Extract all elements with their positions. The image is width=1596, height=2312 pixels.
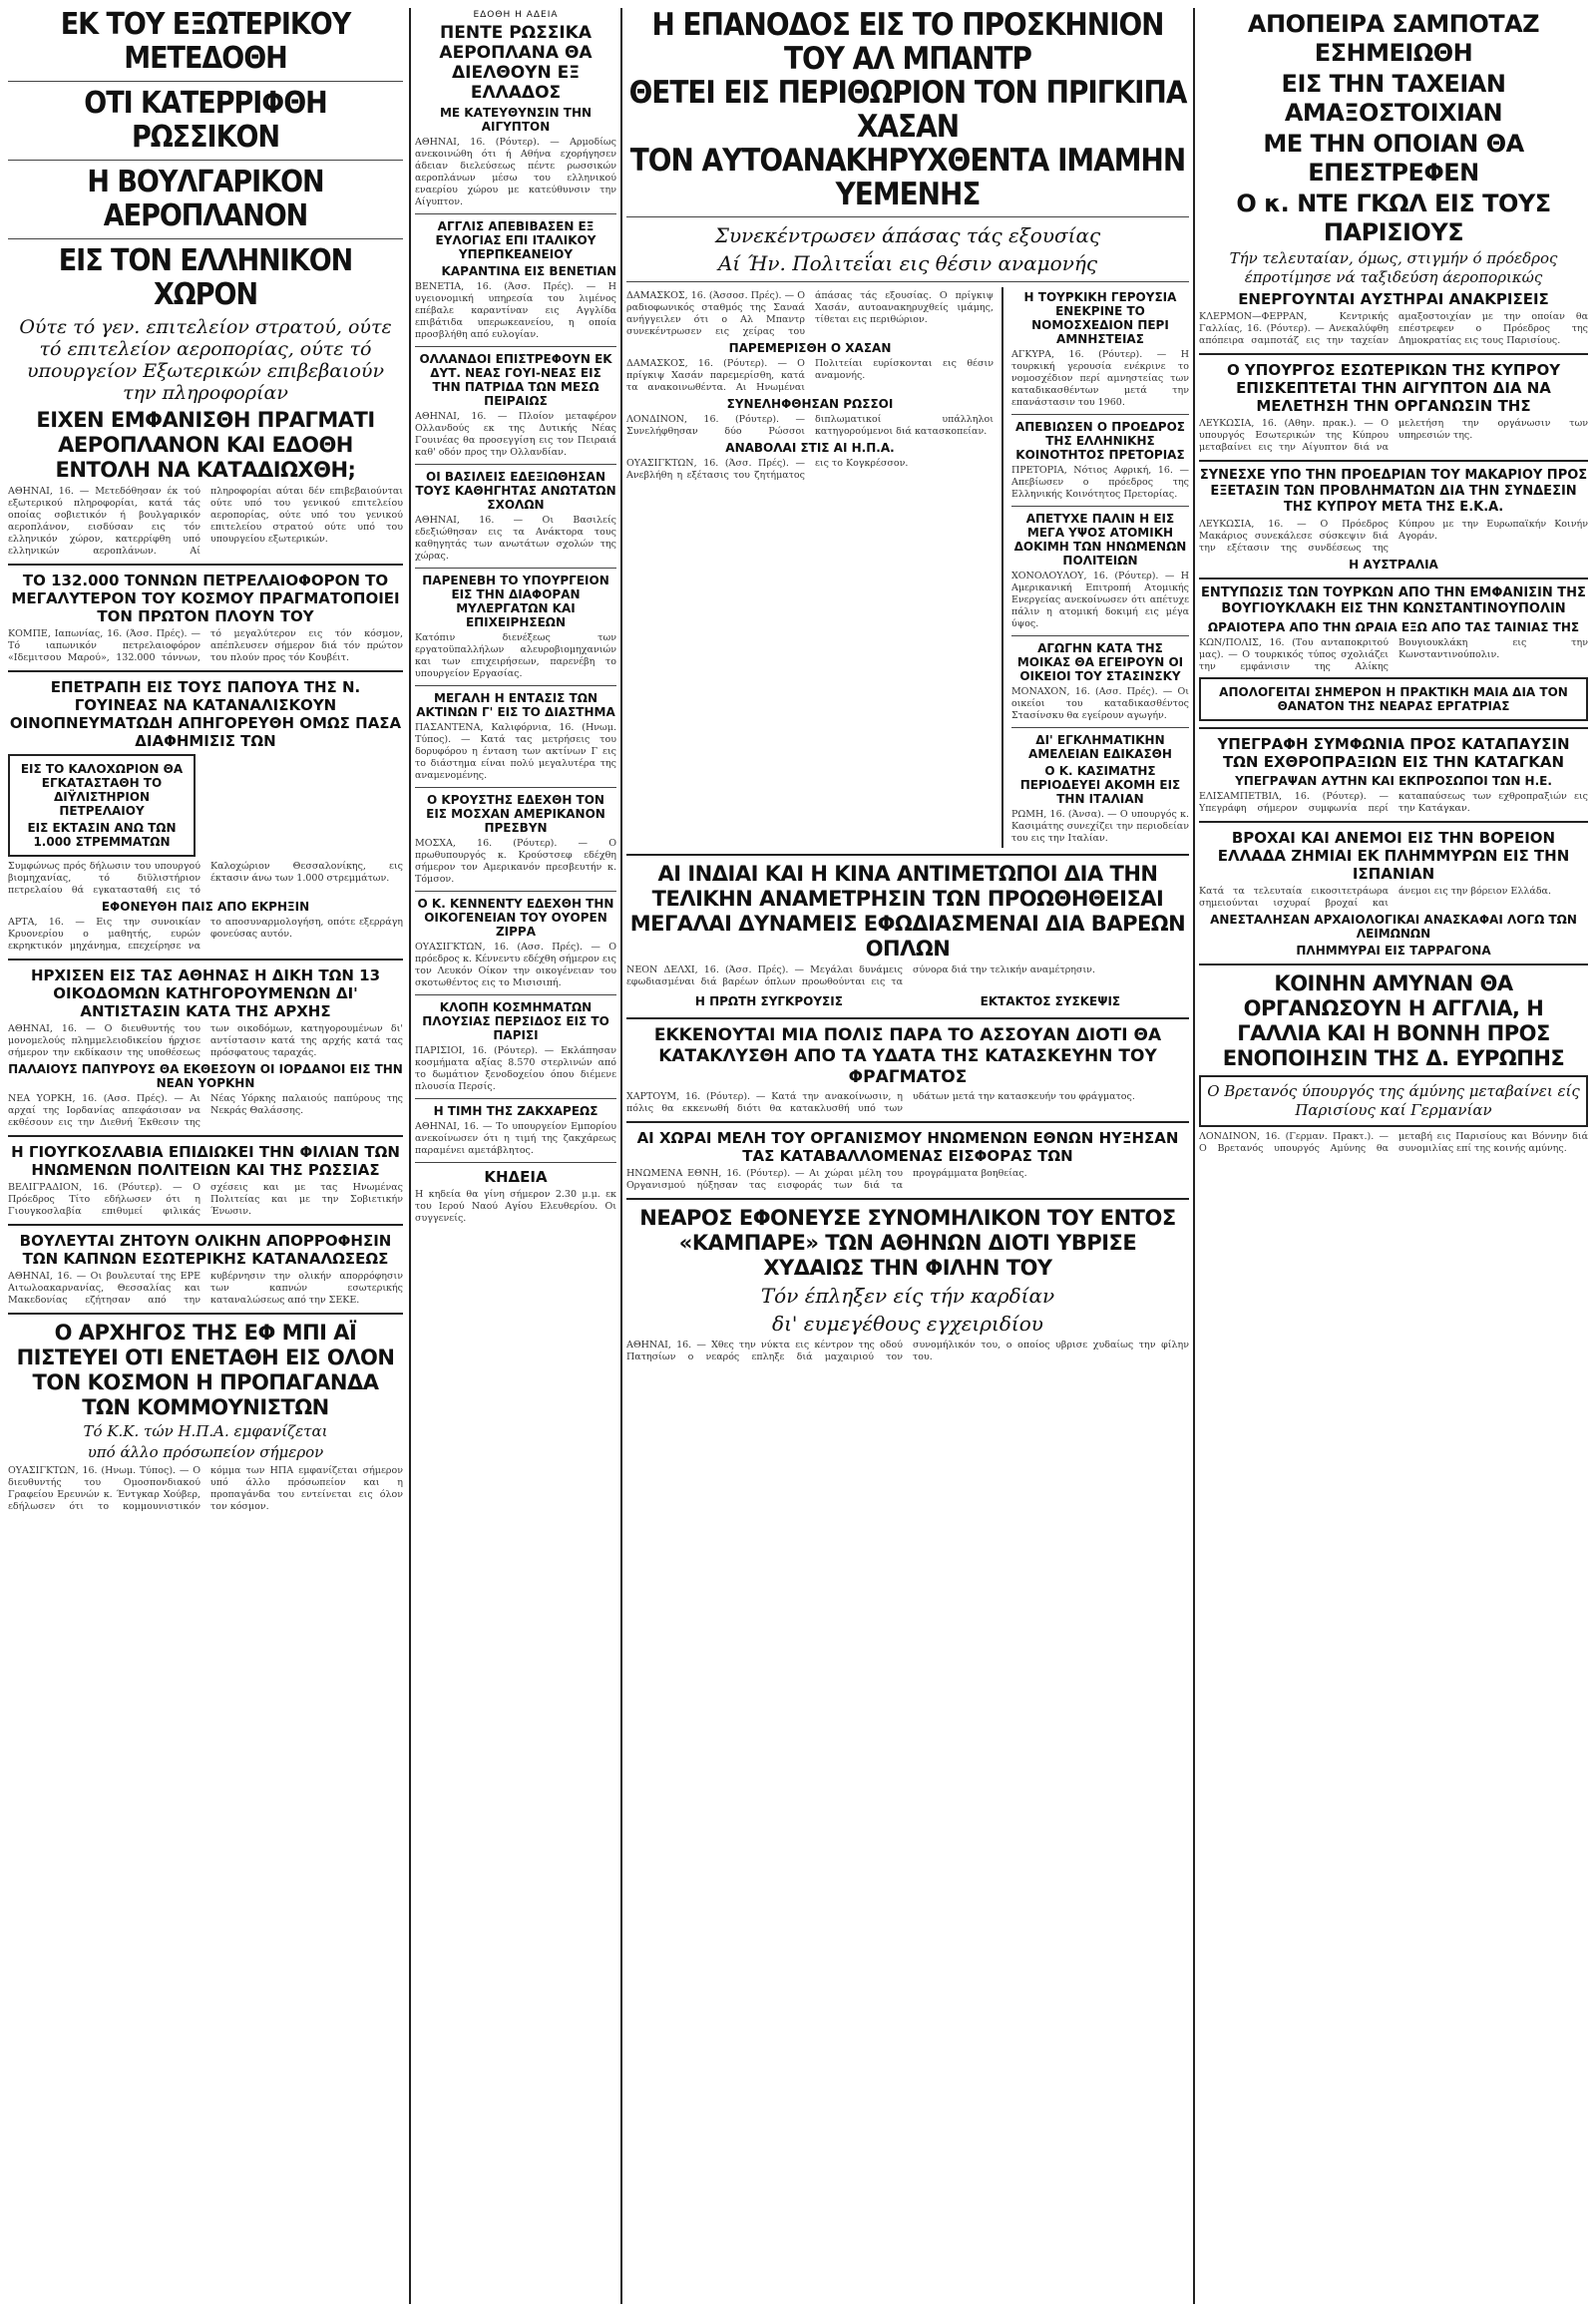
divider	[415, 568, 616, 569]
headline: ΠΑΡΕΝΕΒΗ ΤΟ ΥΠΟΥΡΓΕΙΟΝ ΕΙΣ ΤΗΝ ΔΙΑΦΟΡΑΝ ΜΥΛΕΡΓΑΤΩΝ ΚΑΙ ΕΠΙΧΕΙΡΗΣΕΩΝ	[422, 574, 609, 629]
article-body: ΟΥΑΣΙΓΚΤΩΝ, 16. (Άσσ. Πρές). — Ανεβλήθη η εξέτασις του ζητήματος εις το Κογκρέσσον.	[626, 458, 909, 481]
headline: ΑΠΟΛΟΓΕΙΤΑΙ ΣΗΜΕΡΟΝ Η ΠΡΑΚΤΙΚΗ ΜΑΙΑ ΔΙΑ ΤΟΝ ΘΑΝΑΤΟΝ ΤΗΣ ΝΕΑΡΑΣ ΕΡΓΑΤΡΙΑΣ	[1219, 685, 1568, 713]
subhead: ΥΠΕΓΡΑΨΑΝ ΑΥΤΗΝ ΚΑΙ ΕΚΠΡΟΣΩΠΟΙ ΤΩΝ Η.Ε.	[1235, 774, 1552, 788]
article-body: ΚΛΕΡΜΟΝ—ΦΕΡΡΑΝ, Κεντρικής Γαλλίας, 16. (Ρόυτερ). — Ανεκαλύφθη απόπειρα σαμποτάζ εις την ταχείαν αμαξοστοιχίαν με την οποίαν θα επέστρεφεν ο Πρόεδρος της Δημοκρατίας εις τους Παρισίους.	[1199, 311, 1588, 346]
article-body: ΑΘΗΝΑΙ, 16. — Οι Βασιλείς εδεξιώθησαν εις τα Ανάκτορα τους καθηγητάς των ανωτάτων σχολών της χώρας.	[415, 515, 616, 562]
divider	[415, 685, 616, 686]
box	[1199, 677, 1588, 721]
article-body: ΑΘΗΝΑΙ, 16. — Χθες την νύκτα εις κέντρον της οδού Πατησίων ο νεαρός επληξε διά μαχαιριού τον συνομήλικόν του, ο οποίος υβρισε χυδαίως την φίλην του.	[626, 1340, 1189, 1362]
article-body: ΝΕΟΝ ΔΕΛΧΙ, 16. (Άσσ. Πρές). — Μεγάλαι δυνάμεις εφωδιασμέναι διά βαρέων όπλων προωθούνται εις τα σύνορα διά την τελικήν αναμέτρησιν.	[626, 964, 1095, 987]
headline: Η ΤΙΜΗ ΤΗΣ ΖΑΚΧΑΡΕΩΣ	[433, 1104, 598, 1118]
headline: ΜΕ ΤΗΝ ΟΠΟΙΑΝ ΘΑ ΕΠΕΣΤΡΕΦΕΝ	[1263, 130, 1524, 187]
headline: Ο κ. ΝΤΕ ΓΚΩΛ ΕΙΣ ΤΟΥΣ ΠΑΡΙΣΙΟΥΣ	[1236, 190, 1551, 246]
headline: ΕΝΕΡΓΟΥΝΤΑΙ ΑΥΣΤΗΡΑΙ ΑΝΑΚΡΙΣΕΙΣ	[1238, 290, 1549, 308]
divider	[415, 994, 616, 995]
headline: ΠΑΛΑΙΟΥΣ ΠΑΠΥΡΟΥΣ ΘΑ ΕΚΘΕΣΟΥΝ ΟΙ ΙΟΡΔΑΝΟΙ ΕΙΣ ΤΗΝ ΝΕΑΝ ΥΟΡΚΗΝ	[8, 1062, 403, 1090]
column-rule	[409, 8, 411, 2304]
divider	[1199, 353, 1588, 355]
divider	[626, 281, 1189, 282]
subheadline: Αί Ήν. Πολιτεΐαι εις θέσιν αναμονής	[717, 251, 1098, 275]
headline: Η ΤΟΥΡΚΙΚΗ ΓΕΡΟΥΣΙΑ ΕΝΕΚΡΙΝΕ ΤΟ ΝΟΜΟΣΧΕΔΙΟΝ ΠΕΡΙ ΑΜΝΗΣΤΕΙΑΣ	[1023, 290, 1177, 346]
headline: ΤΟΝ ΑΥΤΟΑΝΑΚΗΡΥΧΘΕΝΤΑ ΙΜΑΜΗΝ ΥΕΜΕΝΗΣ	[629, 143, 1186, 212]
headline: ΑΙ ΧΩΡΑΙ ΜΕΛΗ ΤΟΥ ΟΡΓΑΝΙΣΜΟΥ ΗΝΩΜΕΝΩΝ ΕΘΝΩΝ ΗΥΞΗΣΑΝ ΤΑΣ ΚΑΤΑΒΑΛΛΟΜΕΝΑΣ ΕΙΣΦΟΡΑΣ ΤΩΝ	[636, 1129, 1179, 1165]
article-body: ΚΩΝ/ΠΟΛΙΣ, 16. (Του ανταποκριτού μας). — Ο τουρκικός τύπος σχολιάζει την εμφάνισιν της Αλίκης Βουγιουκλάκη εις την Κωνσταντινούπολιν.	[1199, 637, 1588, 672]
box	[1199, 1075, 1588, 1127]
subheadline: υπό άλλο πρόσωπείον σήμερον	[87, 1443, 324, 1461]
divider	[626, 1121, 1189, 1123]
headline: Ο ΑΡΧΗΓΟΣ ΤΗΣ ΕΦ ΜΠΙ ΑΪ ΠΙΣΤΕΥΕΙ ΟΤΙ ΕΝΕΤΑΘΗ ΕΙΣ ΟΛΟΝ ΤΟΝ ΚΟΣΜΟΝ Η ΠΡΟΠΑΓΑΝΔΑ ΤΩΝ ΚΟΜΜΟΥΝΙΣΤΩΝ	[16, 1321, 395, 1419]
divider	[8, 81, 403, 82]
headline: ΕΠΕΤΡΑΠΗ ΕΙΣ ΤΟΥΣ ΠΑΠΟΥΑ ΤΗΣ Ν. ΓΟΥΙΝΕΑΣ ΝΑ ΚΑΤΑΝΑΛΙΣΚΟΥΝ ΟΙΝΟΠΝΕΥΜΑΤΩΔΗ ΑΠΗΓΟΡΕΥΘΗ ΟΜΩΣ ΠΑΣΑ ΔΙΑΦΗΜΙΣΙΣ ΤΩΝ	[9, 678, 402, 750]
headline: ΝΕΑΡΟΣ ΕΦΟΝΕΥΣΕ ΣΥΝΟΜΗΛΙΚΟΝ ΤΟΥ ΕΝΤΟΣ «ΚΑΜΠΑΡΕ» ΤΩΝ ΑΘΗΝΩΝ ΔΙΟΤΙ ΥΒΡΙΣΕ ΧΥΔΑΙΩΣ ΤΗΝ ΦΙΛΗΝ ΤΟΥ	[639, 1206, 1176, 1280]
article-body: ΗΝΩΜΕΝΑ ΕΘΝΗ, 16. (Ρόυτερ). — Αι χώραι μέλη του Οργανισμού ηύξησαν τας εισφοράς των διά τα προγράμματα βοηθείας.	[626, 1168, 1027, 1191]
divider	[8, 160, 403, 161]
article-body: ΛΕΥΚΩΣΙΑ, 16. — Ο Πρόεδρος Μακάριος συνεκάλεσε σύσκεψιν διά την εξέτασιν της συνδέσεως της Κύπρου με την Ευρωπαϊκήν Κοινήν Αγοράν.	[1199, 519, 1588, 554]
article-body: ΑΘΗΝΑΙ, 16. — Πλοίον μεταφέρον Ολλανδούς εκ της Δυτικής Νέας Γουινέας θα προσεγγίση εις τον Πειραιά καθ' οδόν προς την Ολλανδίαν.	[415, 411, 616, 458]
article-body: ΔΑΜΑΣΚΟΣ, 16. (Ρόυτερ). — Ο πρίγκιψ Χασάν παρεμερίσθη, κατά τα ανακοινωθέντα. Αι Ηνωμέναι Πολιτείαι ευρίσκονται εις θέσιν αναμονής.	[626, 358, 994, 393]
headline: ΕΙΧΕΝ ΕΜΦΑΝΙΣΘΗ ΠΡΑΓΜΑΤΙ ΑΕΡΟΠΛΑΝΟΝ ΚΑΙ ΕΔΟΘΗ ΕΝΤΟΛΗ ΝΑ ΚΑΤΑΔΙΩΧΘΗ;	[36, 408, 375, 482]
headline: ΒΡΟΧΑΙ ΚΑΙ ΑΝΕΜΟΙ ΕΙΣ ΤΗΝ ΒΟΡΕΙΟΝ ΕΛΛΑΔΑ ΖΗΜΙΑΙ ΕΚ ΠΛΗΜΜΥΡΩΝ ΕΙΣ ΤΗΝ ΙΣΠΑΝΙΑΝ	[1217, 829, 1570, 883]
headline: ΕΙΣ ΤΗΝ ΤΑΧΕΙΑΝ ΑΜΑΞΟΣΤΟΙΧΙΑΝ	[1281, 70, 1506, 127]
article-body: ΧΑΡΤΟΥΜ, 16. (Ρόυτερ). — Κατά την ανακοίνωσιν, η πόλις θα εκκενωθή διότι θα κατακλυσθή υπό των υδάτων μετά την κατασκευήν του φράγματος.	[626, 1091, 1135, 1114]
headline: ΚΟΙΝΗΝ ΑΜΥΝΑΝ ΘΑ ΟΡΓΑΝΩΣΟΥΝ Η ΑΓΓΛΙΑ, Η ΓΑΛΛΙΑ ΚΑΙ Η ΒΟΝΝΗ ΠΡΟΣ ΕΝΟΠΟΙΗΣΙΝ ΤΗΣ Δ. ΕΥΡΩΠΗΣ	[1222, 971, 1565, 1070]
kicker: ΕΔΟΘΗ Η ΑΔΕΙΑ	[473, 10, 559, 20]
article-body: ΑΘΗΝΑΙ, 16. — Μετεδόθησαν έκ τού εξωτερικού πληροφορίαι, κατά τάς οποίας σοβιετικόν ή βουλγαρικόν αεροπλάνον, εισδύσαν εις τόν ελληνικόν χώρον, κατερρίφθη υπό ελληνικών αεροπλάνων. Αί πληροφορίαι αύται δέν επιβεβαιούνται ούτε υπό του γενικού επιτελείου αεροπορίας, ούτε υπό του γενικού επιτελείου στρατού ούτε υπό του υπουργείου εξωτερικών.	[8, 486, 403, 557]
divider	[415, 213, 616, 214]
subhead: ΑΝΕΣΤΑΛΗΣΑΝ ΑΡΧΑΙΟΛΟΓΙΚΑΙ ΑΝΑΣΚΑΦΑΙ ΛΟΓΩ ΤΩΝ ΛΕΙΜΩΝΩΝ	[1210, 913, 1577, 941]
headline: ΕΝΤΥΠΩΣΙΣ ΤΩΝ ΤΟΥΡΚΩΝ ΑΠΟ ΤΗΝ ΕΜΦΑΝΙΣΙΝ ΤΗΣ ΒΟΥΓΙΟΥΚΛΑΚΗ ΕΙΣ ΤΗΝ ΚΩΝΣΤΑΝΤΙΝΟΥΠΟΛΙΝ	[1201, 585, 1586, 616]
article-body: Κατόπιν διενέξεως των εργατοϋπαλλήλων αλευροβιομηχανιών και των επιχειρήσεων, παρενέβη το υπουργείον Εργασίας.	[415, 632, 616, 679]
subhead: Η ΑΥΣΤΡΑΛΙΑ	[1349, 558, 1438, 572]
headline: ΠΕΝΤΕ ΡΩΣΣΙΚΑ ΑΕΡΟΠΛΑΝΑ ΘΑ ΔΙΕΛΘΟΥΝ ΕΞ ΕΛΛΑΔΟΣ	[439, 23, 593, 103]
subhead: ΠΑΡΕΜΕΡΙΣΘΗ Ο ΧΑΣΑΝ	[728, 341, 892, 355]
headline: ΟΙ ΒΑΣΙΛΕΙΣ ΕΔΕΞΙΩΘΗΣΑΝ ΤΟΥΣ ΚΑΘΗΓΗΤΑΣ ΑΝΩΤΑΤΩΝ ΣΧΟΛΩΝ	[415, 470, 616, 512]
divider	[8, 959, 403, 961]
article-body: ΝΕΑ ΥΟΡΚΗ, 16. (Ασσ. Πρές). — Αι αρχαί της Ιορδανίας απεφάσισαν να εκθέσουν εις την Διεθνή Έκθεσιν της Νέας Υόρκης παλαιούς παπύρους της Νεκράς Θαλάσσης.	[8, 1093, 403, 1128]
divider	[1011, 506, 1189, 507]
article-body: ΟΥΑΣΙΓΚΤΩΝ, 16. (Ηνωμ. Τύπος). — Ο διευθυντής του Ομοσπονδιακού Γραφείου Ερευνών κ. Έντγκαρ Χούβερ, εδήλωσεν ότι το κομμουνιστικόν κόμμα των ΗΠΑ εμφανίζεται σήμερον υπό άλλο πρόσωπείον και η προπαγάνδα του εντείνεται εις όλον τον κόσμον.	[8, 1465, 403, 1512]
subcolumn-right	[1011, 287, 1189, 848]
article-body: ΒΕΝΕΤΙΑ, 16. (Άσσ. Πρές). — Η υγειονομική υπηρεσία του λιμένος επέβαλε καραντίναν εις Αγγλίδα επιβάτιδα υπερωκεανείου, η οποία προσβλήθη από ευλογίαν.	[415, 281, 616, 340]
subheadline: Τό Κ.Κ. τών Η.Π.Α. εμφανίζεται	[83, 1422, 328, 1440]
headline: Ο Κ. ΚΕΝΝΕΝΤΥ ΕΔΕΧΘΗ ΤΗΝ ΟΙΚΟΓΕΝΕΙΑΝ ΤΟΥ ΟΥΟΡΕΝ ΖΙΡΡΑ	[417, 897, 614, 939]
headline: ΤΟ 132.000 ΤΟΝΝΩΝ ΠΕΤΡΕΛΑΙΟΦΟΡΟΝ ΤΟ ΜΕΓΑΛΥΤΕΡΟΝ ΤΟΥ ΚΟΣΜΟΥ ΠΡΑΓΜΑΤΟΠΟΙΕΙ ΤΟΝ ΠΡΩΤΟΝ ΠΛΟΥΝ ΤΟΥ	[11, 572, 400, 625]
article-body: ΛΟΝΔΙΝΟΝ, 16. (Ρόυτερ). — Συνελήφθησαν δύο Ρώσσοι διπλωματικοί υπάλληλοι κατηγορούμενοι διά κατασκοπείαν.	[626, 414, 994, 437]
article-body: ΑΘΗΝΑΙ, 16. — Ο διευθυντής του μονομελούς πλημμελειοδικείου ήρχισε σήμερον την εκδίκασιν της υποθέσεως των οικοδόμων, κατηγορουμένων δι' αντίστασιν κατά της αρχής κατά τας πρόσφατους ταραχάς.	[8, 1023, 403, 1058]
column-rule	[1001, 287, 1003, 848]
headline: Η ΒΟΥΛΓΑΡΙΚΟΝ ΑΕΡΟΠΛΑΝΟΝ	[87, 165, 324, 233]
headline: Η ΕΠΑΝΟΔΟΣ ΕΙΣ ΤΟ ΠΡΟΣΚΗΝΙΟΝ ΤΟΥ ΑΛ ΜΠΑΝΤΡ	[651, 8, 1164, 77]
headline: ΘΕΤΕΙ ΕΙΣ ΠΕΡΙΘΩΡΙΟΝ ΤΟΝ ΠΡΙΓΚΙΠΑ ΧΑΣΑΝ	[628, 75, 1187, 145]
headline: ΚΗΔΕΙΑ	[484, 1168, 548, 1186]
article-body: Κατά τα τελευταία εικοσιτετράωρα σημειούνται ισχυραί βροχαί και άνεμοι εις την βόρειον Ελλάδα.	[1199, 886, 1551, 909]
divider	[1199, 821, 1588, 823]
divider	[626, 216, 1189, 217]
headline: ΔΙ' ΕΓΚΛΗΜΑΤΙΚΗΝ ΑΜΕΛΕΙΑΝ ΕΔΙΚΑΣΘΗ	[1028, 733, 1172, 761]
headline: ΕΦΟΝΕΥΘΗ ΠΑΙΣ ΑΠΟ ΕΚΡΗΞΙΝ	[101, 900, 310, 914]
headline: ΕΚ ΤΟΥ ΕΞΩΤΕΡΙΚΟΥ ΜΕΤΕΔΟΘΗ	[60, 8, 351, 76]
article-body: ΠΑΣΑΝΤΕΝΑ, Καλιφόρνια, 16. (Ηνωμ. Τύπος). — Κατά τας μετρήσεις του δορυφόρου η ένταση των ακτίνων Γ εις το διάστημα είναι πολύ μεγαλυτέρα της αναμενομένης.	[415, 722, 616, 781]
lower-left-block	[626, 287, 1189, 848]
column-1	[8, 8, 403, 2304]
headline: ΑΠΟΠΕΙΡΑ ΣΑΜΠΟΤΑΖ ΕΣΗΜΕΙΩΘΗ	[1247, 10, 1540, 67]
headline: ΚΛΟΠΗ ΚΟΣΜΗΜΑΤΩΝ ΠΛΟΥΣΙΑΣ ΠΕΡΣΙΔΟΣ ΕΙΣ ΤΟ ΠΑΡΙΣΙ	[422, 1000, 609, 1042]
headline: ΜΕΓΑΛΗ Η ΕΝΤΑΣΙΣ ΤΩΝ ΑΚΤΙΝΩΝ Γ' ΕΙΣ ΤΟ ΔΙΑΣΤΗΜΑ	[416, 691, 615, 719]
box	[8, 754, 196, 857]
deck: Ούτε τό γεν. επιτελείον στρατού, ούτε τό επιτελείον αεροπορίας, ούτε τό υπουργείον Εξωτερικών επιβεβαιούν την πληροφορίαν	[19, 316, 392, 404]
article-body: ΜΟΝΑΧΟΝ, 16. (Ασσ. Πρές). — Οι οικείοι του καταδικασθέντος Στασίνσκυ θα εγείρουν αγωγήν.	[1010, 686, 1189, 721]
column-rule	[1193, 8, 1195, 2304]
article-body: ΑΓΚΥΡΑ, 16. (Ρόυτερ). — Η τουρκική γερουσία ενέκρινε το νομοσχέδιον περί αμνηστείας των καταδικασθέντων μετά την επανάστασιν του 1960.	[1010, 349, 1189, 408]
divider	[1199, 578, 1588, 579]
article-body: ΒΕΛΙΓΡΑΔΙΟΝ, 16. (Ρόυτερ). — Ο Πρόεδρος Τίτο εδήλωσεν ότι η Γιουγκοσλαβία επιθυμεί φιλικάς σχέσεις και με τας Ηνωμένας Πολιτείας και με την Σοβιετικήν Ένωσιν.	[8, 1182, 403, 1217]
headline: ΣΥΝΕΣΧΕ ΥΠΟ ΤΗΝ ΠΡΟΕΔΡΙΑΝ ΤΟΥ ΜΑΚΑΡΙΟΥ ΠΡΟΣ ΕΞΕΤΑΣΙΝ ΤΩΝ ΠΡΟΒΛΗΜΑΤΩΝ ΔΙΑ ΤΗΝ ΣΥΝΔΕΣΙΝ ΤΗΣ ΚΥΠΡΟΥ ΜΕΤΑ ΤΗΣ Ε.Κ.Α.	[1199, 468, 1588, 515]
article-body: Η κηδεία θα γίνη σήμερον 2.30 μ.μ. εκ του Ιερού Ναού Αγίου Ελευθερίου. Οι συγγενείς.	[415, 1189, 616, 1224]
newspaper-page	[8, 8, 1588, 2304]
subhead: ΠΛΗΜΜΥΡΑΙ ΕΙΣ ΤΑΡΡΑΓΟΝΑ	[1296, 944, 1491, 958]
article-body: Συμφώνως πρός δήλωσιν του υπουργού βιομηχανίας, τό διϋλιστήριον πετρελαίου θά εγκατασταθή εις τό Καλοχώριον Θεσσαλονίκης, εις έκτασιν άνω των 1.000 στρεμμάτων.	[8, 861, 403, 896]
subhead: Η ΠΡΩΤΗ ΣΥΓΚΡΟΥΣΙΣ	[694, 994, 843, 1008]
article-body: ΔΑΜΑΣΚΟΣ, 16. (Άσσοσ. Πρές). — Ο ραδιοφωνικός σταθμός της Σαναά ανήγγειλεν ότι ο Αλ Μπαντρ συνεκέντρωσεν εις χείρας του άπάσας τάς εξουσίας. Ο πρίγκιψ Χασάν, αυτοανακηρυχθείς ιμάμης, τίθεται εις περιθώριον.	[626, 290, 994, 337]
subhead: ΕΙΣ ΕΚΤΑΣΙΝ ΑΝΩ ΤΩΝ 1.000 ΣΤΡΕΜΜΑΤΩΝ	[27, 821, 177, 849]
divider	[415, 1162, 616, 1163]
divider	[626, 1198, 1189, 1200]
subheadline: Τήν τελευταίαν, όμως, στιγμήν ό πρόεδρος έπροτίμησε νά ταξιδεύση άεροπορικώς	[1229, 249, 1558, 286]
divider	[8, 238, 403, 239]
divider	[415, 346, 616, 347]
article-body: ΜΟΣΧΑ, 16. (Ρόυτερ). — Ο πρωθυπουργός κ. Κρούστσεφ εδέχθη σήμερον τον Αμερικανόν πρεσβευτήν κ. Τόμσον.	[415, 838, 616, 885]
headline: ΑΠΕΤΥΧΕ ΠΑΛΙΝ Η ΕΙΣ ΜΕΓΑ ΥΨΟΣ ΑΤΟΜΙΚΗ ΔΟΚΙΜΗ ΤΩΝ ΗΝΩΜΕΝΩΝ ΠΟΛΙΤΕΙΩΝ	[1013, 512, 1187, 568]
divider	[415, 891, 616, 892]
article-body: ΑΡΤΑ, 16. — Εις την συνοικίαν Κρυονερίου ο μαθητής, ευρών εκρηκτικόν μηχάνημα, επεχείρησε να το αποσυναρμολογήση, οπότε εξερράγη φονεύσας αυτόν.	[8, 917, 403, 952]
divider	[8, 564, 403, 566]
subheadline: Ο Βρετανός ύπουργός της άμύνης μεταβαίνει είς Παρισίους καί Γερμανίαν	[1207, 1082, 1580, 1119]
subhead: ΕΚΤΑΚΤΟΣ ΣΥΣΚΕΨΙΣ	[980, 994, 1121, 1008]
divider	[415, 787, 616, 788]
divider	[1199, 460, 1588, 462]
divider	[8, 670, 403, 672]
article-body: ΠΡΕΤΟΡΙΑ, Νότιος Αφρική, 16. — Απεβίωσεν ο πρόεδρος της Ελληνικής Κοινότητος Πρετορίας.	[1010, 465, 1189, 500]
divider	[8, 1135, 403, 1137]
divider	[1199, 963, 1588, 965]
headline: Ο ΚΡΟΥΣΤΗΣ ΕΔΕΧΘΗ ΤΟΝ ΕΙΣ ΜΟΣΧΑΝ ΑΜΕΡΙΚΑΝΟΝ ΠΡΕΣΒΥΝ	[426, 793, 605, 835]
headline: ΟΛΛΑΝΔΟΙ ΕΠΙΣΤΡΕΦΟΥΝ ΕΚ ΔΥΤ. ΝΕΑΣ ΓΟΥΙ-ΝΕΑΣ ΕΙΣ ΤΗΝ ΠΑΤΡΙΔΑ ΤΩΝ ΜΕΣΩ ΠΕΙΡΑΙΩΣ	[419, 352, 612, 408]
subhead: ΚΑΡΑΝΤΙΝΑ ΕΙΣ ΒΕΝΕΤΙΑΝ	[441, 264, 616, 278]
headline: ΑΙ ΙΝΔΙΑΙ ΚΑΙ Η ΚΙΝΑ ΑΝΤΙΜΕΤΩΠΟΙ ΔΙΑ ΤΗΝ ΤΕΛΙΚΗΝ ΑΝΑΜΕΤΡΗΣΙΝ ΤΩΝ ΠΡΟΩΘΗΘΕΙΣΑΙ ΜΕΓΑΛΑΙ ΔΥΝΑΜΕΙΣ ΕΦΩΔΙΑΣΜΕΝΑΙ ΔΙΑ ΒΑΡΕΩΝ ΟΠΛΩΝ	[629, 862, 1186, 961]
divider	[1199, 727, 1588, 729]
headline: ΕΚΚΕΝΟΥΤΑΙ ΜΙΑ ΠΟΛΙΣ ΠΑΡΑ ΤΟ ΑΣΣΟΥΑΝ ΔΙΟΤΙ ΘΑ ΚΑΤΑΚΛΥΣΘΗ ΑΠΟ ΤΑ ΥΔΑΤΑ ΤΗΣ ΚΑΤΑΣΚΕΥΗΝ ΤΟΥ ΦΡΑΓΜΑΤΟΣ	[653, 1025, 1162, 1087]
article-body: ΠΑΡΙΣΙΟΙ, 16. (Ρόυτερ). — Εκλάπησαν κοσμήματα αξίας 8.570 στερλινών από το δωμάτιον ξενοδοχείου όπου διέμενε πλουσία Περσίς.	[415, 1045, 616, 1092]
headline: ΑΠΕΒΙΩΣΕΝ Ο ΠΡΟΕΔΡΟΣ ΤΗΣ ΕΛΛΗΝΙΚΗΣ ΚΟΙΝΟΤΗΤΟΣ ΠΡΕΤΟΡΙΑΣ	[1014, 420, 1185, 462]
article-body: ΑΘΗΝΑΙ, 16. — Το υπουργείον Εμπορίου ανεκοίνωσεν ότι η τιμή της ζακχάρεως παραμένει αμετάβλητος.	[415, 1121, 616, 1156]
article-body: ΛΟΝΔΙΝΟΝ, 16. (Γερμαν. Πρακτ.). — Ο Βρετανός υπουργός Αμύνης θα μεταβή εις Παρισίους και Βόννην διά συνομιλίας επί της κοινής αμύνης.	[1199, 1131, 1588, 1154]
article-body: ΡΩΜΗ, 16. (Άνσα). — Ο υπουργός κ. Κασιμάτης συνεχίζει την περιοδείαν του εις την Ιταλίαν.	[1010, 809, 1189, 844]
column-4	[1199, 8, 1588, 2304]
subhead: ΩΡΑΙΟΤΕΡΑ ΑΠΟ ΤΗΝ ΩΡΑΙΑ ΕΞΩ ΑΠΟ ΤΑΣ ΤΑΙΝΙΑΣ ΤΗΣ	[1207, 620, 1580, 634]
subcolumn-left	[626, 287, 994, 848]
subhead-row	[626, 991, 1189, 1011]
article-body: ΚΟΜΠΕ, Ιαπωνίας, 16. (Άσσ. Πρές). — Τό ιαπωνικόν πετρελαιοφόρον «Ιδεμιτσου Μαρού», 132.000 τόννων, τό μεγαλύτερον εις τόν κόσμον, απέπλευσεν σήμερον διά τόν πρώτον του πλούν προς τόν Κουβέιτ.	[8, 628, 403, 663]
divider	[626, 854, 1189, 856]
column-2	[415, 8, 616, 2304]
headline: ΑΓΩΓΗΝ ΚΑΤΑ ΤΗΣ ΜΟΙΚΑΣ ΘΑ ΕΓΕΙΡΟΥΝ ΟΙ ΟΙΚΕΙΟΙ ΤΟΥ ΣΤΑΣΙΝΣΚΥ	[1016, 641, 1184, 683]
divider	[8, 1313, 403, 1315]
headline: ΟΤΙ ΚΑΤΕΡΡΙΦΘΗ ΡΩΣΣΙΚΟΝ	[84, 86, 327, 155]
article-body: ΕΛΙΣΑΜΠΕΤΒΙΛ, 16. (Ρόυτερ). — Υπεγράφη σήμερον συμφωνία περί καταπαύσεως των εχθροπραξιών εις την Κατάγκαν.	[1199, 791, 1588, 814]
divider	[1011, 414, 1189, 415]
subhead: ΣΥΝΕΛΗΦΘΗΣΑΝ ΡΩΣΣΟΙ	[726, 397, 894, 411]
headline: ΕΙΣ ΤΟ ΚΑΛΟΧΩΡΙΟΝ ΘΑ ΕΓΚΑΤΑΣΤΑΘΗ ΤΟ ΔΙΫΛΙΣΤΗΡΙΟΝ ΠΕΤΡΕΛΑΙΟΥ	[20, 762, 184, 818]
headline: ΑΓΓΛΙΣ ΑΠΕΒΙΒΑΣΕΝ ΕΞ ΕΥΛΟΓΙΑΣ ΕΠΙ ΙΤΑΛΙΚΟΥ ΥΠΕΡΠΚΕΑΝΕΙΟΥ	[435, 219, 597, 261]
subheadline: Συνεκέντρωσεν άπάσας τάς εξουσίας	[714, 223, 1101, 247]
column-3	[626, 8, 1189, 2304]
subhead: ΜΕ ΚΑΤΕΥΘΥΝΣΙΝ ΤΗΝ ΑΙΓΥΠΤΟΝ	[439, 106, 593, 134]
subhead: ΑΝΑΒΟΛΑΙ ΣΤΙΣ ΑΙ Η.Π.Α.	[725, 441, 895, 455]
divider	[626, 1017, 1189, 1019]
divider	[1011, 727, 1189, 728]
headline: Ο ΥΠΟΥΡΓΟΣ ΕΣΩΤΕΡΙΚΩΝ ΤΗΣ ΚΥΠΡΟΥ ΕΠΙΣΚΕΠΤΕΤΑΙ ΤΗΝ ΑΙΓΥΠΤΟΝ ΔΙΑ ΝΑ ΜΕΛΕΤΗΣΗ ΤΗΝ ΟΡΓΑΝΩΣΙΝ ΤΗΣ	[1226, 361, 1561, 415]
headline: ΗΡΧΙΣΕΝ ΕΙΣ ΤΑΣ ΑΘΗΝΑΣ Η ΔΙΚΗ ΤΩΝ 13 ΟΙΚΟΔΟΜΩΝ ΚΑΤΗΓΟΡΟΥΜΕΝΩΝ ΔΙ' ΑΝΤΙΣΤΑΣΙΝ ΚΑΤΑ ΤΗΣ ΑΡΧΗΣ	[30, 966, 381, 1020]
subheadline: δι' ευμεγέθους εγχειριδίου	[772, 1312, 1043, 1336]
divider	[1011, 635, 1189, 636]
article-body: ΧΟΝΟΛΟΥΛΟΥ, 16. (Ρόυτερ). — Η Αμερικανική Επιτροπή Ατομικής Ενεργείας ανεκοίνωσεν ότι απέτυχε πάλιν η ατομική δοκιμή εις μέγα ύψος.	[1010, 571, 1189, 629]
headline: Ο Κ. ΚΑΣΙΜΑΤΗΣ ΠΕΡΙΟΔΕΥΕΙ ΑΚΟΜΗ ΕΙΣ ΤΗΝ ΙΤΑΛΙΑΝ	[1019, 764, 1181, 806]
article-body: ΛΕΥΚΩΣΙΑ, 16. (Αθην. πρακ.). — Ο υπουργός Εσωτερικών της Κύπρου μεταβαίνει εις την Αίγυπτον διά να μελετήση την οργάνωσιν των υπηρεσιών της.	[1199, 418, 1588, 453]
headline: ΥΠΕΓΡΑΦΗ ΣΥΜΦΩΝΙΑ ΠΡΟΣ ΚΑΤΑΠΑΥΣΙΝ ΤΩΝ ΕΧΘΡΟΠΡΑΞΙΩΝ ΕΙΣ ΤΗΝ ΚΑΤΑΓΚΑΝ	[1217, 735, 1570, 771]
headline: ΒΟΥΛΕΥΤΑΙ ΖΗΤΟΥΝ ΟΛΙΚΗΝ ΑΠΟΡΡΟΦΗΣΙΝ ΤΩΝ ΚΑΠΝΩΝ ΕΣΩΤΕΡΙΚΗΣ ΚΑΤΑΝΑΛΩΣΕΩΣ	[19, 1232, 392, 1268]
article-body: ΑΘΗΝΑΙ, 16. (Ρόυτερ). — Αρμοδίως ανεκοινώθη ότι ή Αθήνα εχορήγησεν άδειαν διελεύσεως πέντε ρωσσικών αεροπλάνων μέσω του ελληνικού εναερίου χώρου με κατεύθυνσιν την Αίγυπτον.	[415, 137, 616, 207]
subheadline: Τόν έπληξεν είς τήν καρδίαν	[760, 1284, 1055, 1308]
column-rule	[620, 8, 622, 2304]
article-body: ΟΥΑΣΙΓΚΤΩΝ, 16. (Ασσ. Πρές). — Ο πρόεδρος κ. Κέννεντυ εδέχθη σήμερον εις τον Λευκόν Οίκον την οικογένειαν του σκοτωθέντος εις το Μισισιπή.	[415, 942, 616, 988]
divider	[415, 1098, 616, 1099]
divider	[415, 464, 616, 465]
headline: Η ΓΙΟΥΓΚΟΣΛΑΒΙΑ ΕΠΙΔΙΩΚΕΙ ΤΗΝ ΦΙΛΙΑΝ ΤΩΝ ΗΝΩΜΕΝΩΝ ΠΟΛΙΤΕΙΩΝ ΚΑΙ ΤΗΣ ΡΩΣΣΙΑΣ	[11, 1143, 400, 1179]
divider	[8, 1224, 403, 1226]
article-body: ΑΘΗΝΑΙ, 16. — Οι βουλευταί της ΕΡΕ Αιτωλοακαρνανίας, Θεσσαλίας και Μακεδονίας εζήτησαν από την κυβέρνησιν την ολικήν απορρόφησιν των καπνών εσωτερικής καταναλώσεως από την ΣΕΚΕ.	[8, 1271, 403, 1306]
headline: ΕΙΣ ΤΟΝ ΕΛΛΗΝΙΚΟΝ ΧΩΡΟΝ	[58, 243, 353, 312]
